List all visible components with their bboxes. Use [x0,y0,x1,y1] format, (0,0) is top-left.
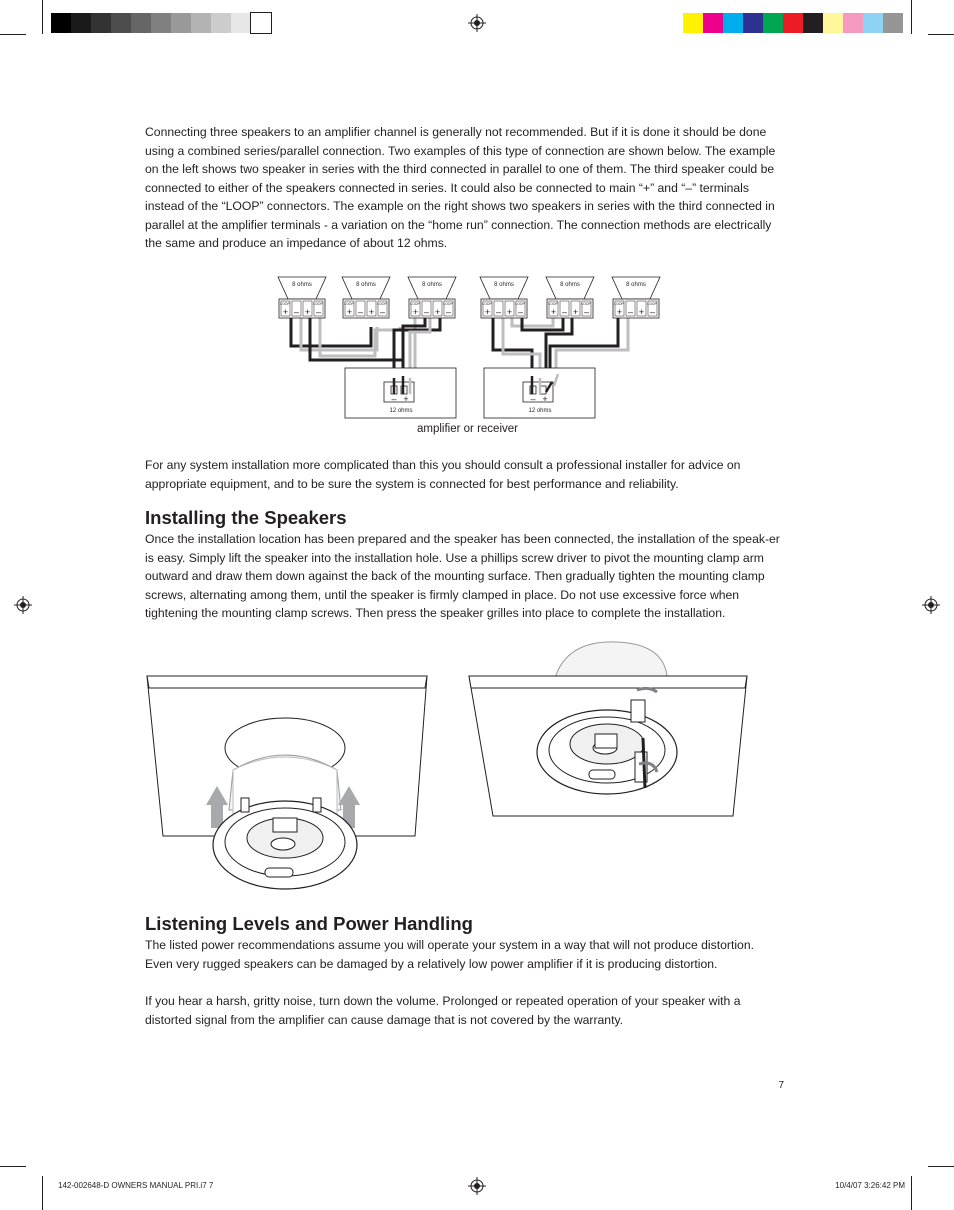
intro-paragraph: Connecting three speakers to an amplifier channel is generally not recommended. But if it is done it should be done using a combined series/parallel connection. Two examples of this type of connection are shown below. The example on the left shows two speaker in series with the third connected in parallel to one of them. The third speaker could be connected to either of the speakers connected in series. It could also be connected to main “+” and “–” terminals instead of the “LOOP” connectors. The example on the right shows two speakers in series with the third connected in parallel at the amplifier terminals - a variation on the “home run” connection. The connection methods are electrically the same and produce an impedance of about 12 ohms. [145,125,776,250]
listening-paragraph-1: The listed power recommendations assume you will operate your system in a way that will not produce distortion. Even very rugged speakers can be damaged by a relatively low power amplifier if it is producing distortion. [145,938,754,971]
speaker-impedance-label: 8 ohms [626,282,646,288]
svg-text:–: – [517,307,524,317]
install-illustration-lift [145,640,430,895]
color-swatch [763,13,783,33]
color-swatch [703,13,723,33]
color-swatch [803,13,823,33]
crop-mark [911,0,912,34]
speaker-unit [612,277,660,318]
svg-text:+: + [616,307,623,317]
crop-mark [42,0,43,34]
gray-swatch [91,13,111,33]
speaker-impedance-label: 8 ohms [422,282,442,288]
svg-text:+: + [346,307,353,317]
svg-text:–: – [627,307,634,317]
loop-label: LOOP [515,302,525,306]
color-swatch [743,13,763,33]
svg-text:–: – [391,394,397,404]
color-swatch [883,13,903,33]
crop-mark [42,1176,43,1210]
svg-text:+: + [572,307,579,317]
install-illustration-clamp [467,640,752,825]
gray-swatch [71,13,91,33]
installing-paragraph: Once the installation location has been prepared and the speaker has been connected, the installation of the speak-er is easy. Simply lift the speaker into the installation hole. Use a phillips screw driver to pivot the mounting clamp arm outward and draw them down against the back of the mounting surface. Then gradually tighten the mounting clamp screws, alternating among them, until the speaker is firmly clamped in place. Do not use excessive force when tightening the mounting clamp screws. Then press the speaker grilles into place to complete the installation. [145,532,780,620]
svg-text:–: – [561,307,568,317]
color-swatch [683,13,703,33]
section-title-installing: Installing the Speakers [145,507,347,528]
svg-text:–: – [649,307,656,317]
color-swatch [723,13,743,33]
page-number: 7 [778,1080,784,1091]
speaker-unit [408,277,456,318]
registration-mark-icon [922,596,940,614]
registration-mark-icon [468,1177,486,1195]
svg-text:–: – [315,307,322,317]
loop-label: LOOP [313,302,323,306]
gray-swatch [171,13,191,33]
speaker-impedance-label: 8 ohms [494,282,514,288]
speaker-impedance-label: 8 ohms [292,282,312,288]
svg-text:+: + [550,307,557,317]
svg-text:–: – [293,307,300,317]
footer-left: 142-002648-D OWNERS MANUAL PRI.i7 7 [58,1181,214,1190]
svg-text:–: – [423,307,430,317]
loop-label: LOOP [410,302,420,306]
loop-label: LOOP [581,302,591,306]
svg-text:+: + [506,307,513,317]
color-swatch [863,13,883,33]
svg-text:+: + [403,394,409,404]
gray-swatch [51,13,71,33]
svg-text:–: – [583,307,590,317]
section-title-listening: Listening Levels and Power Handling [145,913,473,934]
registration-mark-icon [14,596,32,614]
crop-mark [0,34,26,35]
gray-swatch [211,13,231,33]
gray-swatch [191,13,211,33]
speaker-unit [480,277,528,318]
amp-impedance-left: 12 ohms [389,408,413,414]
loop-label: LOOP [443,302,453,306]
svg-text:+: + [412,307,419,317]
registration-mark-icon [468,14,486,32]
svg-text:+: + [282,307,289,317]
svg-text:+: + [542,394,548,404]
svg-text:+: + [638,307,645,317]
crop-mark [928,34,954,35]
speaker-impedance-label: 8 ohms [560,282,580,288]
svg-text:–: – [379,307,386,317]
loop-label: LOOP [548,302,558,306]
speaker-unit [342,277,390,318]
speaker-unit [278,277,326,318]
gray-swatch [251,13,271,33]
svg-text:–: – [530,394,536,404]
diagram-caption: amplifier or receiver [417,423,518,435]
svg-text:+: + [368,307,375,317]
svg-text:–: – [357,307,364,317]
loop-label: LOOP [614,302,624,306]
footer-right: 10/4/07 3:26:42 PM [835,1181,905,1190]
svg-text:+: + [484,307,491,317]
color-swatch [843,13,863,33]
loop-label: LOOP [647,302,657,306]
color-swatch [783,13,803,33]
gray-swatch [131,13,151,33]
svg-text:–: – [445,307,452,317]
amp-impedance-right: 12 ohms [528,408,552,414]
speaker-impedance-label: 8 ohms [356,282,376,288]
svg-text:+: + [434,307,441,317]
crop-mark [911,1176,912,1210]
loop-label: LOOP [280,302,290,306]
crop-mark [928,1166,954,1167]
speaker-unit [546,277,594,318]
crop-mark [0,1166,26,1167]
gray-swatch [151,13,171,33]
svg-text:–: – [495,307,502,317]
loop-label: LOOP [344,302,354,306]
consult-paragraph: For any system installation more complicated than this you should consult a professional installer for advice on appropriate equipment, and to be sure the system is connected for best performance and reliability. [145,458,741,491]
loop-label: LOOP [377,302,387,306]
gray-swatch [111,13,131,33]
svg-text:+: + [304,307,311,317]
loop-label: LOOP [482,302,492,306]
color-swatch [823,13,843,33]
listening-paragraph-2: If you hear a harsh, gritty noise, turn down the volume. Prolonged or repeated operation of your speaker with a distorted signal from the amplifier can cause damage that is not covered by the warranty. [145,994,741,1027]
gray-swatch [231,13,251,33]
